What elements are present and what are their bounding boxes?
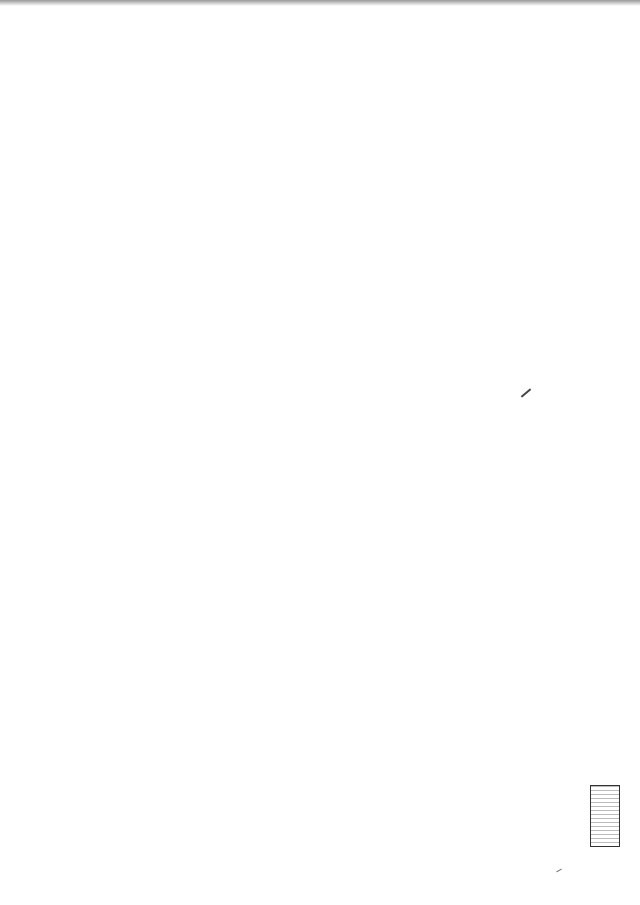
pen-mark bbox=[521, 388, 531, 397]
scanner-logo bbox=[590, 785, 620, 847]
scan-edge bbox=[0, 0, 640, 6]
pen-mark bbox=[556, 869, 562, 873]
